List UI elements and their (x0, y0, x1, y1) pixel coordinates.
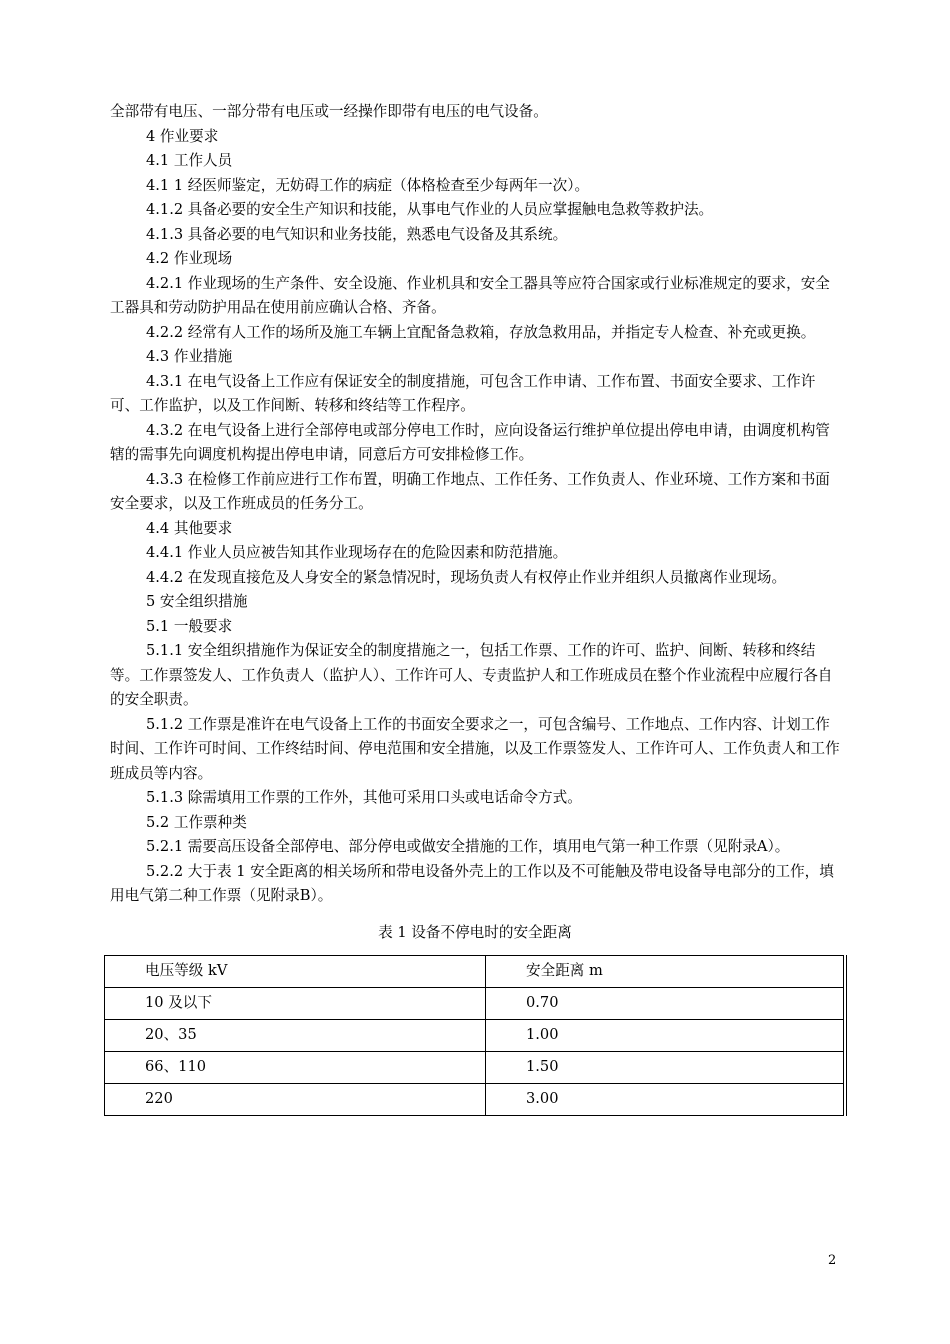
page-number: 2 (828, 1253, 837, 1268)
table-row (105, 1020, 844, 1052)
table-row (105, 1052, 844, 1084)
paragraph: 5.2.2 大于表 1 安全距离的相关场所和带电设备外壳上的工作以及不可能触及带电设备导电部分的工作，填用电气第二种工作票（见附录B）。 (110, 862, 834, 904)
paragraph: 4.3.1 在电气设备上工作应有保证安全的制度措施，可包含工作申请、工作布置、书面安全要求、工作许可、工作监护，以及工作间断、转移和终结等工作程序。 (110, 372, 816, 414)
paragraph: 4.1.3 具备必要的电气知识和业务技能，熟悉电气设备及其系统。 (146, 225, 568, 243)
distance-cell: 1.00 (486, 1020, 844, 1052)
paragraph: 5 安全组织措施 (146, 593, 248, 610)
table-row (105, 1084, 844, 1116)
paragraph: 5.2.1 需要高压设备全部停电、部分停电或做安全措施的工作，填用电气第一种工作票（见附录A）。 (146, 838, 790, 855)
paragraph: 4.1.2 具备必要的安全生产知识和技能，从事电气作业的人员应掌握触电急救等救护法。 (146, 201, 714, 218)
distance-cell: 3.00 (486, 1084, 844, 1116)
paragraph: 4.3.2 在电气设备上进行全部停电或部分停电工作时，应向设备运行维护单位提出停电申请，由调度机构管辖的需事先向调度机构提出停电申请，同意后方可安排检修工作。 (110, 421, 830, 463)
distance-cell: 1.50 (486, 1052, 844, 1084)
paragraph: 4.4.1 作业人员应被告知其作业现场存在的危险因素和防范措施。 (146, 544, 568, 561)
paragraph: 4.2.1 作业现场的生产条件、安全设施、作业机具和安全工器具等应符合国家或行业标准规定的要求，安全工器具和劳动防护用品在使用前应确认合格、齐备。 (110, 274, 830, 316)
paragraph: 4 作业要求 (146, 127, 219, 145)
header-cell-distance: 安全距离 m (486, 956, 844, 988)
document-body (110, 100, 840, 1116)
paragraph-list (110, 100, 840, 909)
paragraph: 4.2.2 经常有人工作的场所及施工车辆上宜配备急救箱，存放急救用品，并指定专人检查、补充或更换。 (146, 323, 816, 341)
voltage-cell: 20、35 (105, 1020, 486, 1052)
paragraph: 5.1 一般要求 (146, 617, 233, 635)
distance-cell: 0.70 (486, 988, 844, 1020)
paragraph: 4.2 作业现场 (146, 250, 233, 267)
paragraph: 5.1.2 工作票是准许在电气设备上工作的书面安全要求之一，可包含编号、工作地点、工作内容、计划工作时间、工作许可时间、工作终结时间、停电范围和安全措施，以及工作票签发人、工作许可人、工作负责人和工作班成员等内容。 (110, 715, 840, 782)
paragraph: 4.1 1 经医师鉴定，无妨碍工作的病症（体格检查至少每两年一次）。 (146, 176, 590, 194)
paragraph: 5.1.1 安全组织措施作为保证安全的制度措施之一，包括工作票、工作的许可、监护、间断、转移和终结等。工作票签发人、工作负责人（监护人）、工作许可人、专责监护人和工作班成员在整个作业流程中应履行各自的安全职责。 (110, 642, 833, 708)
paragraph: 4.1 工作人员 (146, 152, 233, 169)
table-row (105, 988, 844, 1020)
table-header-row (105, 956, 844, 988)
paragraph: 5.1.3 除需填用工作票的工作外，其他可采用口头或电话命令方式。 (146, 789, 582, 806)
voltage-cell: 220 (105, 1084, 486, 1116)
paragraph: 全部带有电压、一部分带有电压或一经操作即带有电压的电气设备。 (110, 103, 548, 120)
paragraph: 5.2 工作票种类 (146, 813, 247, 831)
voltage-cell: 10 及以下 (105, 988, 486, 1020)
header-cell-voltage: 电压等级 kV (105, 956, 486, 988)
paragraph: 4.3 作业措施 (146, 348, 233, 365)
voltage-cell: 66、110 (105, 1052, 486, 1084)
paragraph: 4.3.3 在检修工作前应进行工作布置，明确工作地点、工作任务、工作负责人、作业环境、工作方案和书面安全要求，以及工作班成员的任务分工。 (110, 470, 830, 512)
paragraph: 4.4 其他要求 (146, 519, 233, 537)
paragraph: 4.4.2 在发现直接危及人身安全的紧急情况时，现场负责人有权停止作业并组织人员撤离作业现场。 (146, 568, 787, 586)
table-wrapper (110, 955, 840, 1116)
table-title: 表 1 设备不停电时的安全距离 (378, 923, 572, 941)
safety-distance-table (104, 955, 844, 1116)
